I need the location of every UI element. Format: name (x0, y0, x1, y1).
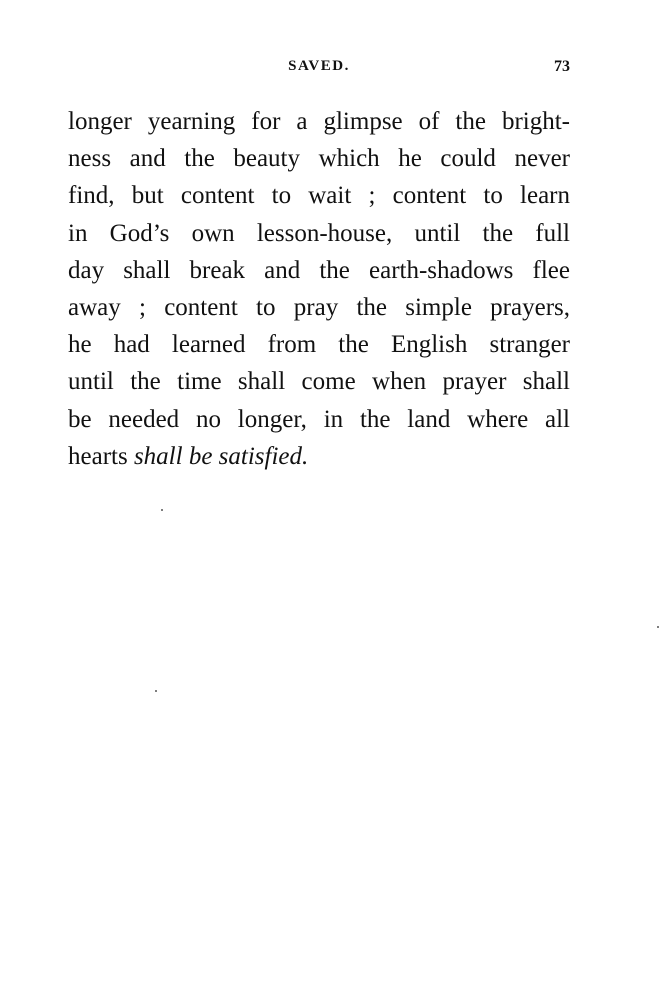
text-line: be needed no longer, in the land where all (68, 405, 570, 433)
body-paragraph (68, 103, 570, 475)
running-title: SAVED. (288, 58, 350, 74)
text-line: ness and the beauty which he could never (68, 145, 570, 173)
paper-speck (161, 509, 163, 511)
text-line: away ; content to pray the simple prayers, (68, 294, 570, 322)
page-number: 73 (554, 58, 570, 75)
running-head (68, 58, 570, 82)
paper-speck (657, 626, 659, 628)
text-line: until the time shall come when prayer shall (68, 368, 570, 396)
text-line: day shall break and the earth-shadows flee (68, 256, 570, 284)
paper-speck (155, 690, 157, 692)
italic-phrase: shall be satisfied. (133, 442, 309, 470)
text-line-final (68, 438, 570, 475)
text-line: longer yearning for a glimpse of the bright- (68, 108, 570, 135)
text-line: he had learned from the English stranger (68, 331, 570, 359)
text-line: in God’s own lesson-house, until the full (68, 219, 570, 247)
final-line-start: hearts (68, 442, 128, 470)
text-line: find, but content to wait ; content to learn (68, 182, 570, 210)
